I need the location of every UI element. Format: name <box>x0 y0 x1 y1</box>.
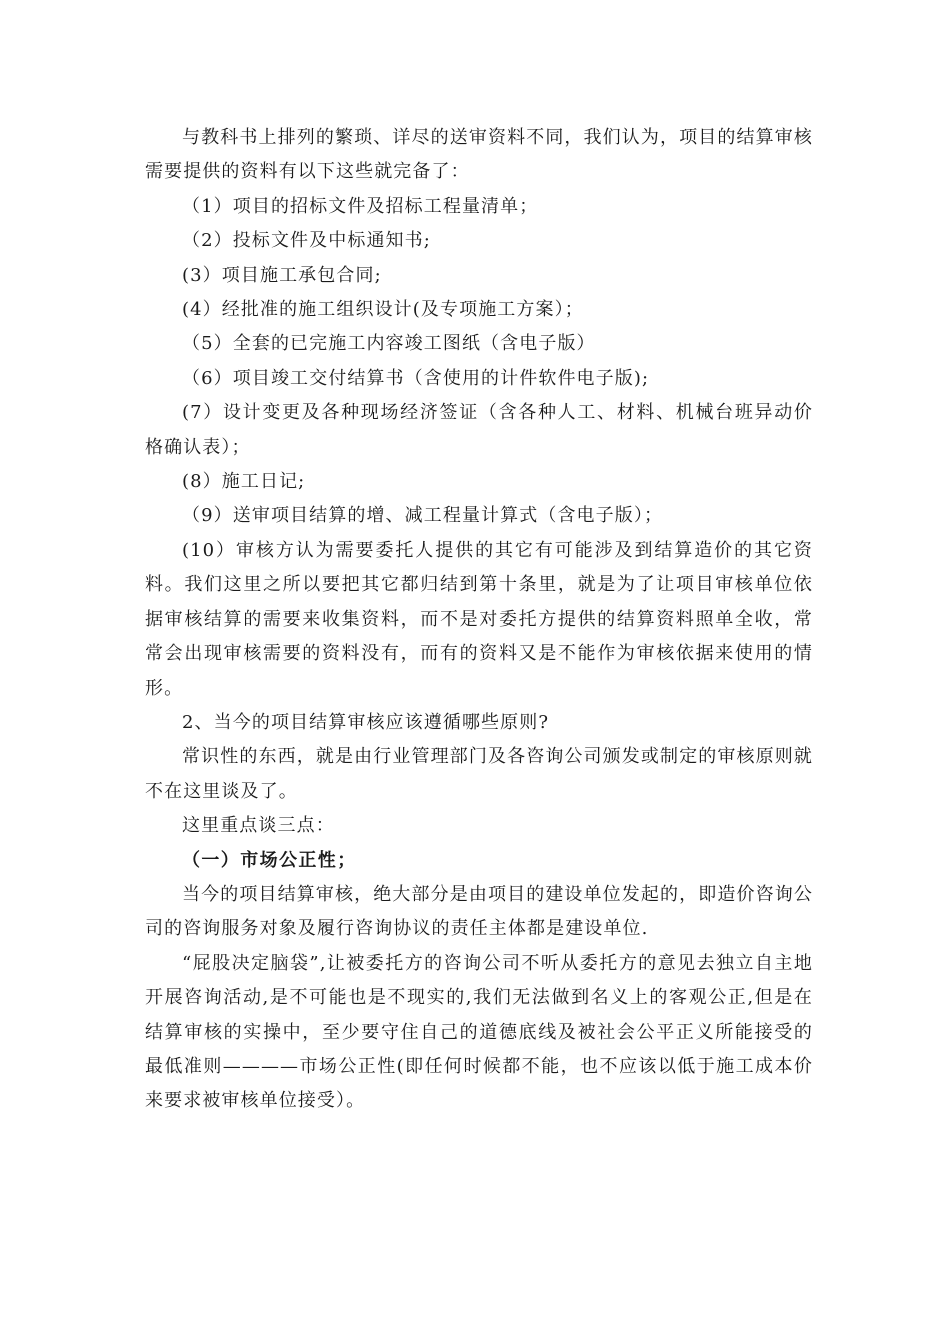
three-points-paragraph: 这里重点谈三点： <box>182 815 335 837</box>
list-item-8: (8）施工日记; <box>182 471 306 493</box>
list-item-10: (10）审核方认为需要委托人提供的其它有可能涉及到结算造价的其它资料。我们这里之所以要把其它都归结到第十条里，就是为了让项目审核单位依据审核结算的需要来收集资料，而不是对委托方提供的结算资料照单全收，常常会出现审核需要的资料没有，而有的资料又是不能作为审核依据来使用的情形。 <box>145 539 813 699</box>
list-item-6: （6）项目竣工交付结算书（含使用的计件软件电子版); <box>182 367 650 389</box>
list-item-5: （5）全套的已完施工内容竣工图纸（含电子版） <box>182 333 596 355</box>
section-heading-market-fairness: （一）市场公正性； <box>182 849 357 871</box>
document-body <box>145 121 813 1119</box>
list-item-3: (3）项目施工承包合同; <box>182 264 382 286</box>
list-item-4: (4）经批准的施工组织设计(及专项施工方案）； <box>182 299 584 321</box>
question-heading: 2、当今的项目结算审核应该遵循哪些原则? <box>182 711 550 733</box>
market-paragraph-2: “屁股决定脑袋”,让被委托方的咨询公司不听从委托方的意见去独立自主地开展咨询活动,是不可能也是不现实的,我们无法做到名义上的客观公正,但是在结算审核的实操中，至少要守住自己的道德底线及被社会公平正义所能接受的最低准则————市场公正性(即任何时候都不能，也不应该以低于施工成本价来要求被审核单位接受）。 <box>145 952 813 1112</box>
list-item-7: (7）设计变更及各种现场经济签证（含各种人工、材料、机械台班异动价格确认表）； <box>145 402 813 458</box>
market-paragraph-1: 当今的项目结算审核，绝大部分是由项目的建设单位发起的，即造价咨询公司的咨询服务对象及履行咨询协议的责任主体都是建设单位. <box>145 883 813 940</box>
intro-paragraph: 与教科书上排列的繁琐、详尽的送审资料不同，我们认为，项目的结算审核需要提供的资料有以下这些就完备了： <box>145 127 813 183</box>
list-item-2: （2）投标文件及中标通知书; <box>182 230 431 252</box>
list-item-1: （1）项目的招标文件及招标工程量清单； <box>182 195 539 217</box>
common-sense-paragraph: 常识性的东西，就是由行业管理部门及各咨询公司颁发或制定的审核原则就不在这里谈及了。 <box>145 746 813 802</box>
list-item-9: （9）送审项目结算的增、减工程量计算式（含电子版）； <box>182 505 664 527</box>
